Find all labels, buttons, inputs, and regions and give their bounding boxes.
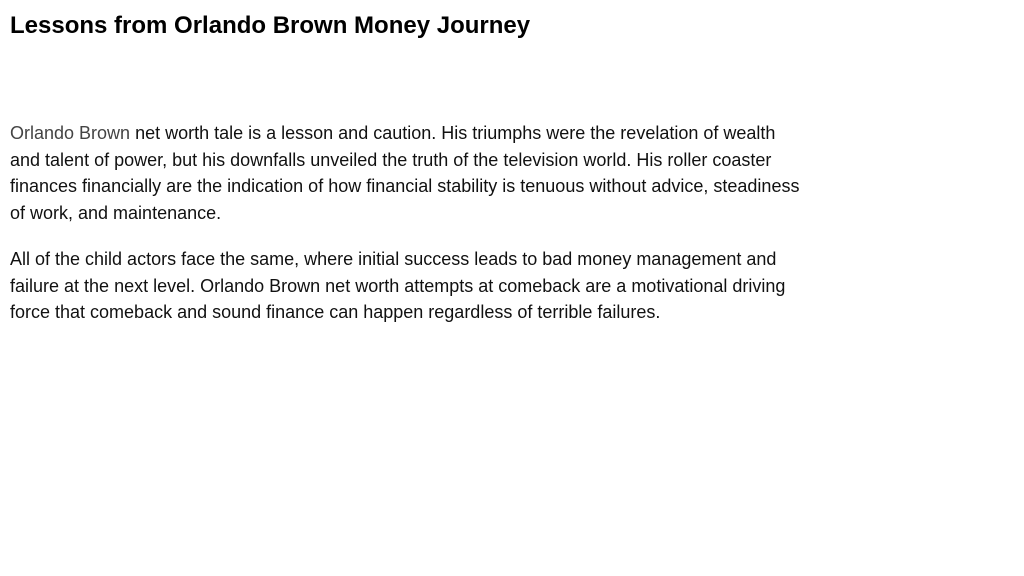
paragraph-2: All of the child actors face the same, where initial success leads to bad money management and failure at the next level. Orlando Brown net worth attempts at comeback are a motivational driving force that comeback and sound finance can happen regardless of terrible failures. [10, 249, 786, 322]
orlando-brown-link[interactable]: Orlando Brown [10, 123, 131, 143]
article-body [10, 120, 810, 326]
page-title: Lessons from Orlando Brown Money Journey [10, 12, 531, 39]
paragraph-1 [10, 120, 810, 226]
article [10, 0, 810, 346]
paragraph-1-text: net worth tale is a lesson and caution. His triumphs were the revelation of wealth and talent of power, but his downfalls unveiled the truth of the television world. His roller coaster finances financially are the indication of how financial stability is tenuous without advice, steadiness of work, and maintenance. [10, 123, 800, 223]
